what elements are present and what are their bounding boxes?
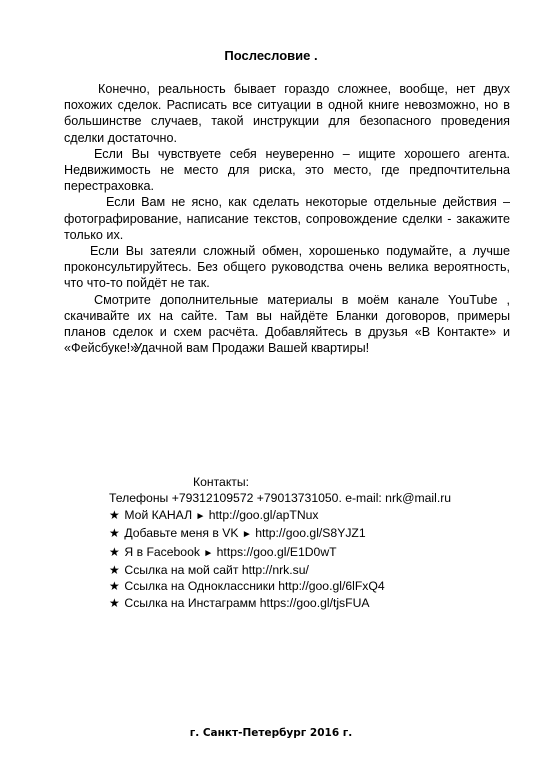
star-icon: ★ (109, 544, 120, 559)
arrow-right-icon: ► (241, 529, 252, 541)
contact-link-url[interactable]: http://goo.gl/apTNux (208, 507, 319, 522)
contact-link-row[interactable] (109, 562, 451, 578)
contact-link-label: Ссылка на мой сайт (124, 563, 239, 578)
contacts-block (109, 474, 451, 611)
paragraph: Смотрите дополнительные материалы в моём канале YouTube , скачивайте их на сайте. Там вы найдёте Бланки договоров, примеры планов сделок и схем расчёта. Добавляйтесь в друзья «В Контакте» и «Фейсбуке!» (64, 292, 510, 356)
star-icon: ★ (109, 507, 120, 522)
contact-link-label: Добавьте меня в VK (124, 526, 239, 541)
page-title: Послесловие . (224, 48, 318, 63)
closing-line: Удачной вам Продажи Вашей квартиры! (134, 341, 370, 355)
contact-link-label: Ссылка на Одноклассники (124, 579, 275, 594)
contact-link-label: Мой КАНАЛ (124, 507, 193, 522)
paragraph: Если Вы чувствуете себя неуверенно – ищите хорошего агента. Недвижимость не место для риска, это место, где предпочтительна перестраховка. (64, 146, 510, 194)
paragraph: Если Вам не ясно, как сделать некоторые отдельные действия – фотографирование, написание текстов, сопровождение сделки - закажите только их. (64, 195, 510, 242)
contact-link-row[interactable] (109, 544, 451, 562)
contact-link-url[interactable]: http://nrk.su/ (241, 563, 309, 578)
contact-link-url[interactable]: https://goo.gl/E1D0wT (216, 544, 337, 559)
contact-link-label: Я в Facebook (124, 544, 200, 559)
contacts-heading: Контакты: (193, 475, 250, 489)
star-icon: ★ (109, 579, 120, 594)
contacts-phones: Телефоны +79312109572 +79013731050. e-mail: nrk@mail.ru (109, 491, 452, 506)
afterword-body (64, 81, 510, 356)
contact-link-row[interactable] (109, 507, 451, 525)
paragraph: Если Вы затеяли сложный обмен, хорошенько подумайте, а лучше проконсультируйтесь. Без общего руководства очень велика вероятность, что что-то пойдёт не так. (64, 244, 510, 291)
paragraph: Конечно, реальность бывает гораздо сложнее, вообще, нет двух похожих сделок. Расписать все ситуации в одной книге невозможно, но в большинстве случаев, такой инструкции для безопасного проведения сделки достаточно. (64, 82, 510, 145)
footer-location-year: г. Санкт-Петербург 2016 г. (189, 727, 353, 739)
contact-link-url[interactable]: https://goo.gl/tjsFUA (259, 595, 370, 610)
star-icon: ★ (109, 595, 120, 610)
contact-link-row[interactable] (109, 595, 451, 611)
contact-link-row[interactable] (109, 578, 451, 594)
star-icon: ★ (109, 563, 120, 578)
star-icon: ★ (109, 526, 120, 541)
contact-link-url[interactable]: http://goo.gl/S8YJZ1 (255, 526, 366, 541)
contact-link-row[interactable] (109, 525, 451, 543)
arrow-right-icon: ► (203, 547, 214, 559)
arrow-right-icon: ► (195, 510, 206, 522)
contact-link-label: Ссылка на Инстаграмм (124, 595, 257, 610)
contact-link-url[interactable]: http://goo.gl/6lFxQ4 (278, 579, 385, 594)
